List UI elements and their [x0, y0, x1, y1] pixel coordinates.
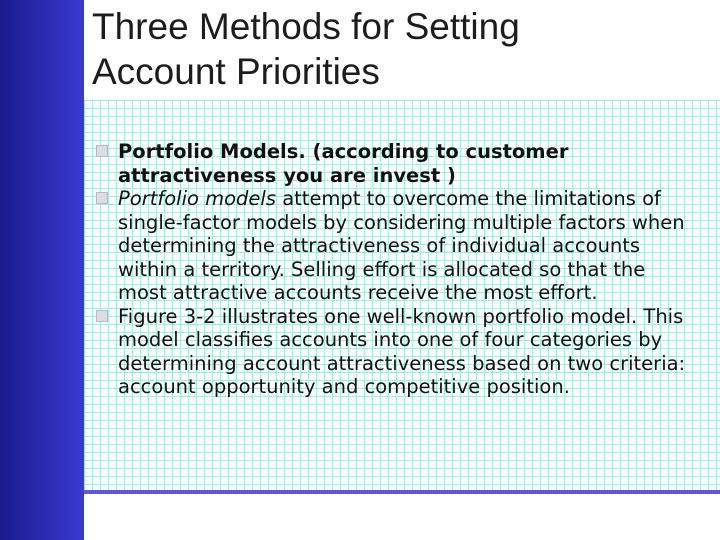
- bottom-divider: [84, 490, 720, 494]
- bullet-term: Portfolio models: [118, 187, 276, 210]
- bullet-text: Figure 3-2 illustrates one well-known portfolio model. This model classifies accounts into one of four categories by determining account attractiveness based on two criteria: account opportunity and competitive position.: [118, 304, 686, 398]
- left-accent-bar: [0, 0, 84, 540]
- bullet-text: Portfolio Models. (according to customer attractiveness you are invest ): [118, 140, 569, 187]
- square-bullet-icon: [96, 145, 108, 157]
- bullet-item-portfolio-definition: [96, 187, 696, 305]
- bullet-item-portfolio-models: [96, 140, 696, 187]
- square-bullet-icon: [96, 192, 108, 204]
- bullet-item-figure-reference: [96, 305, 696, 399]
- bullet-text: attempt to overcome the limitations of single-factor models by considering multiple factors when determining the attractiveness of individual accounts within a territory. Selling effort is allocated so that the most attractive accounts receive the most effort.: [118, 187, 685, 304]
- slide-title: [92, 4, 702, 94]
- bullet-list: [96, 140, 696, 399]
- title-line-1: Three Methods for Setting: [92, 6, 520, 47]
- square-bullet-icon: [96, 310, 108, 322]
- title-line-2: Account Priorities: [92, 51, 380, 92]
